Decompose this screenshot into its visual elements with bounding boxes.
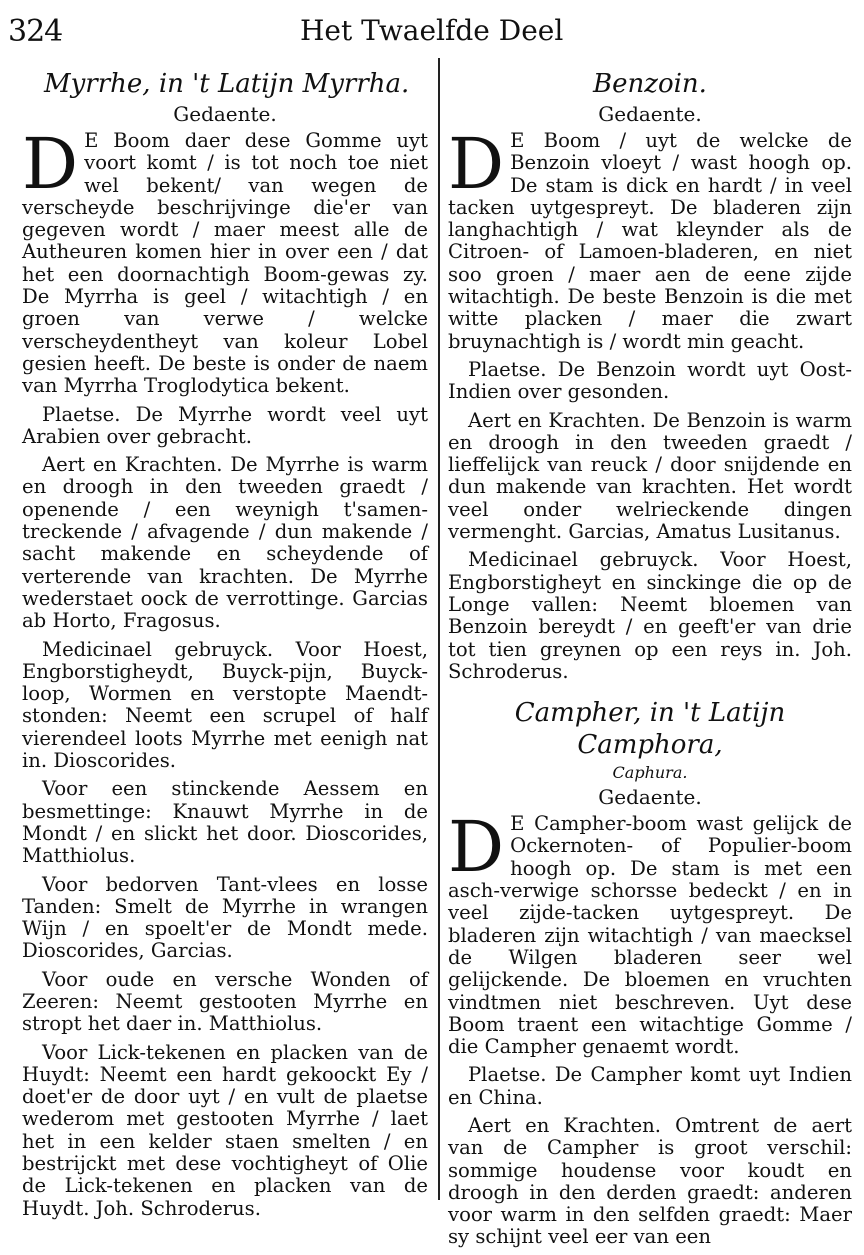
benzoin-dropcap: D bbox=[448, 123, 505, 205]
myrrhe-medicinael: Medicinael gebruyck. Voor Hoest, Engborstigheydt, Buyck-pijn, Buyck-loop, Wormen en verstopte Maendt-stonden: Neemt een scrupel of half vierendeel loots Myrrhe met eenigh nat in. Dioscorides. bbox=[22, 637, 428, 773]
myrrhe-title: Myrrhe, in 't Latijn Myrrha. bbox=[44, 69, 410, 99]
myrrhe-aessem: Voor een stinckende Aessem en besmettinge: Knauwt Myrrhe in de Mondt / en slickt het door. Dioscorides, Matthiolus. bbox=[22, 777, 428, 868]
column-divider bbox=[438, 58, 440, 1200]
benzoin-medicinael: Medicinael gebruyck. Voor Hoest, Engborstigheyt en sinckinge die op de Longe vallen: Neemt bloemen van Benzoin bereydt / en geeft'er van drie tot tien greynen op een reys in. Joh. Schroderus. bbox=[448, 548, 852, 683]
myrrhe-gedaente-paragraph bbox=[22, 123, 428, 398]
benzoin-title: Benzoin. bbox=[593, 69, 707, 99]
campher-gedaente-paragraph bbox=[448, 806, 852, 1059]
campher-title: Campher, in 't Latijn Camphora, bbox=[514, 698, 786, 761]
myrrhe-gedaente-heading: Gedaente. bbox=[173, 102, 277, 126]
campher-gedaente-heading: Gedaente. bbox=[598, 785, 702, 810]
running-title: Het Twaelfde Deel bbox=[300, 14, 564, 47]
left-column bbox=[22, 62, 428, 1226]
page-number: 324 bbox=[8, 14, 63, 49]
myrrhe-aert: Aert en Krachten. De Myrrhe is warm en droogh in den tweeden graedt / openende / een weynigh t'samen-treckende / afvagende / dun makende / sacht makende en scheydende of verterende van krachten. De Myrrhe wederstaet oock de verrottinge. Garcias ab Horto, Fragosus. bbox=[22, 453, 428, 633]
benzoin-gedaente-text: E Boom / uyt de welcke de Benzoin vloeyt / wast hoogh op. De stam is dick en hardt / in veel tacken uytgespreyt. De bladeren zijn langhachtigh / wat kleynder als de Citroen- of Lamoen-bladeren, en niet soo groen / maer aen de eene zijde witachtigh. De beste Benzoin is die met witte placken / maer die zwart bruynachtigh is / wordt min geacht. bbox=[448, 129, 852, 353]
myrrhe-wonden: Voor oude en versche Wonden of Zeeren: Neemt gestooten Myrrhe en stropt het daer in. Matthiolus. bbox=[22, 967, 428, 1036]
myrrhe-dropcap: D bbox=[22, 123, 79, 205]
campher-aert: Aert en Krachten. Omtrent de aert van de Campher is groot verschil: sommige houdense voor koudt en droogh in den derden graedt: anderen voor warm in den selfden graedt: Maer sy schijnt veel eer van een bbox=[448, 1113, 852, 1249]
right-column bbox=[448, 62, 852, 1255]
benzoin-gedaente-heading: Gedaente. bbox=[598, 102, 702, 126]
myrrhe-plaetse: Plaetse. De Myrrhe wordt veel uyt Arabien over gebracht. bbox=[22, 402, 428, 448]
myrrhe-tantvlees: Voor bedorven Tant-vlees en losse Tanden: Smelt de Myrrhe in wrangen Wijn / en spoelt'er de Mondt mede. Dioscorides, Garcias. bbox=[22, 872, 428, 963]
campher-plaetse: Plaetse. De Campher komt uyt Indien en China. bbox=[448, 1063, 852, 1109]
benzoin-plaetse: Plaetse. De Benzoin wordt uyt Oost-Indien over gesonden. bbox=[448, 357, 852, 404]
myrrhe-lick: Voor Lick-tekenen en placken van de Huydt: Neemt een hardt gekoockt Ey / doet'er de door uyt / en vult de plaetse wederom met gestooten Myrrhe / laet het in een kelder staen smelten / en bestrijckt met dese vochtigheyt of Olie de Lick-tekenen en placken van de Huydt. Joh. Schroderus. bbox=[22, 1040, 428, 1220]
benzoin-aert: Aert en Krachten. De Benzoin is warm en droogh in den tweeden graedt / lieffelijck van reuck / door snijdende en dun makende van krachten. Het wordt veel onder welrieckende dingen vermenght. Garcias, Amatus Lusitanus. bbox=[448, 408, 852, 544]
campher-subtitle: Caphura. bbox=[612, 763, 688, 783]
benzoin-gedaente-paragraph bbox=[448, 123, 852, 353]
campher-dropcap: D bbox=[448, 806, 505, 889]
myrrhe-gedaente-text: E Boom daer dese Gomme uyt voort komt / is tot noch toe niet wel bekent/ van wegen de verscheyde beschrijvinge die'er van gegeven wordt / maer meest alle de Autheuren komen hier in over een / dat het een doornachtigh Boom-gewas zy. De Myrrha is geel / witachtigh / en groen van verwe / welcke verscheydentheyt van koleur Lobel gesien heeft. De beste is onder de naem van Myrrha Troglodytica bekent. bbox=[22, 129, 428, 398]
campher-gedaente-text: E Campher-boom wast gelijck de Ockernoten- of Populier-boom hoogh op. De stam is met een asch-verwige schorsse bedeckt / en in veel zijde-tacken uytgespreyt. De bladeren zijn witachtigh / van maecksel de Wilgen bladeren seer wel gelijckende. De bloemen en vruchten vindtmen niet beschreven. Uyt dese Boom traent een witachtige Gomme / die Campher genaemt wordt. bbox=[448, 812, 852, 1059]
